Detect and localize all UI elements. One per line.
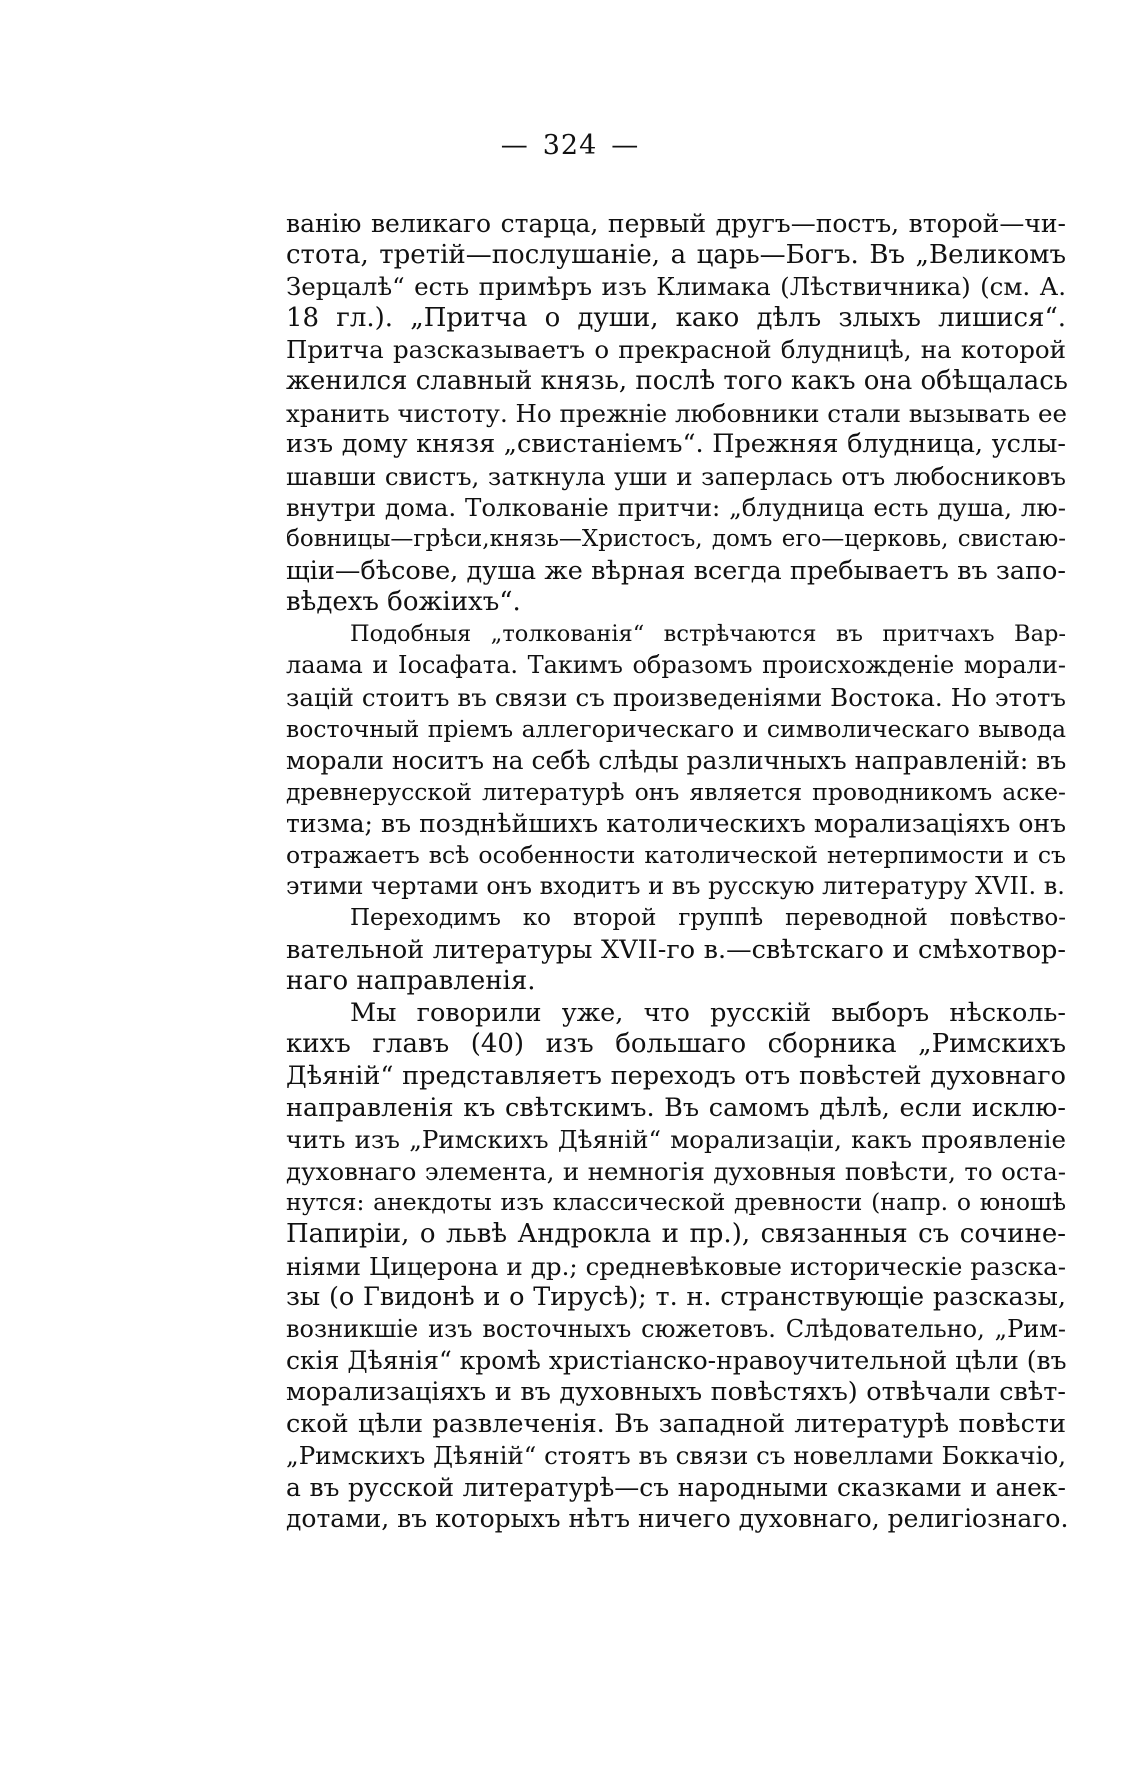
page-number-dash-left: — xyxy=(500,130,529,161)
text-line: Папиріи, о львѣ Андрокла и пр.), связанныя съ сочине- xyxy=(286,1219,1066,1249)
text-line: щіи—бѣсове, душа же вѣрная всегда пребываетъ въ запо- xyxy=(286,555,1066,586)
text-line: нутся: анекдоты изъ классической древности (напр. о юношѣ xyxy=(286,1188,1066,1217)
text-line: зы (о Гвидонѣ и о Тирусѣ); т. н. странствующіе разсказы, xyxy=(286,1282,1066,1313)
text-line: зацій стоитъ въ связи съ произведеніями Востока. Но этотъ xyxy=(286,682,1066,712)
text-line: женился славный князь, послѣ того какъ она обѣщалась xyxy=(286,365,1068,396)
text-line: чить изъ „Римскихъ Дѣяній“ морализаціи, какъ проявленіе xyxy=(286,1125,1066,1155)
text-line: этими чертами онъ входитъ и въ русскую литературу XVII. в. xyxy=(286,872,1065,901)
paragraph xyxy=(286,997,1069,1535)
text-line: направленія къ свѣтскимъ. Въ самомъ дѣлѣ, если исклю- xyxy=(286,1092,1066,1123)
text-line: древнерусской литературѣ онъ является проводникомъ аскe- xyxy=(286,777,1066,806)
text-line: ской цѣли развлеченія. Въ западной литературѣ повѣсти xyxy=(286,1408,1066,1439)
text-line: хранить чистоту. Но прежніе любовники стали вызывать ее xyxy=(286,398,1068,428)
text-line: Переходимъ ко второй группѣ переводной повѣство- xyxy=(350,905,1066,932)
text-line: тизма; въ позднѣйшихъ католическихъ морализаціяхъ онъ xyxy=(286,809,1066,839)
text-line: Зерцалѣ“ есть примѣръ изъ Климака (Лѣствичника) (см. А. xyxy=(286,272,1066,302)
text-line: восточный пріемъ аллегорическаго и символическаго вывода xyxy=(286,714,1066,743)
paragraph xyxy=(286,903,1066,998)
paragraph xyxy=(286,208,1066,619)
text-line: стота, третій—послушаніе, а царь—Богъ. Въ „Великомъ xyxy=(286,239,1066,270)
text-line: духовнаго элемента, и немногія духовныя повѣсти, то оста- xyxy=(286,1156,1066,1186)
text-line: бовницы—грѣси,князь—Христосъ, домъ его—церковь, свистаю- xyxy=(286,525,1066,552)
text-line: лаама и Іосафата. Такимъ образомъ происхожденіе морали- xyxy=(286,651,1066,680)
text-line: Подобныя „толкованія“ встрѣчаются въ притчахъ Вар- xyxy=(350,620,1066,647)
text-line: морали носитъ на себѣ слѣды различныхъ направленій: въ xyxy=(286,746,1067,776)
text-line: внутри дома. Толкованіе притчи: „блудница есть душа, лю- xyxy=(286,493,1066,523)
text-line: кихъ главъ (40) изъ большаго сборника „Римскихъ xyxy=(286,1029,1066,1060)
text-line: вательной литературы XVII-го в.—свѣтскаго и смѣхотвор- xyxy=(286,934,1066,965)
text-line: Притча разсказываетъ о прекрасной блудницѣ, на которой xyxy=(286,335,1066,365)
paragraph xyxy=(286,619,1066,903)
text-line: дотами, въ которыхъ нѣтъ ничего духовнаго, религіознаго. xyxy=(286,1504,1069,1534)
text-line: шавши свистъ, заткнула уши и заперлась отъ любосниковъ xyxy=(286,461,1066,491)
body-text xyxy=(286,208,1069,1535)
text-line: вѣдехъ божіихъ“. xyxy=(286,587,521,618)
text-line: „Римскихъ Дѣяній“ стоятъ въ связи съ новеллами Боккачіо, xyxy=(286,1441,1067,1471)
text-line: морализаціяхъ и въ духовныхъ повѣстяхъ) отвѣчали свѣт- xyxy=(286,1376,1066,1407)
page-number-value: 324 xyxy=(542,130,598,161)
text-line: Дѣяній“ представляетъ переходъ отъ повѣстей духовнаго xyxy=(286,1061,1066,1092)
text-line: наго направленія. xyxy=(286,966,536,997)
text-line: отражаетъ всѣ особенности католической нетерпимости и съ xyxy=(286,840,1066,869)
page-number-dash-right: — xyxy=(611,130,640,161)
page-number xyxy=(0,130,1140,161)
text-line: Мы говорили уже, что русскій выборъ нѣсколь- xyxy=(350,997,1066,1028)
text-line: скія Дѣянія“ кромѣ христіанско-нравоучительной цѣли (въ xyxy=(286,1346,1067,1376)
text-line: 18 гл.). „Притча о души, како дѣлъ злыхъ лишися“. xyxy=(286,302,1066,333)
text-line: ніями Цицерона и др.; средневѣковые историческіе разска- xyxy=(286,1251,1066,1281)
text-line: изъ дому князя „свистаніемъ“. Прежняя блудница, услы- xyxy=(286,429,1066,460)
text-line: а въ русской литературѣ—съ народными сказками и анек- xyxy=(286,1472,1066,1502)
text-line: ванію великаго старца, первый другъ—постъ, второй—чи- xyxy=(286,209,1066,238)
text-line: возникшіе изъ восточныхъ сюжетовъ. Слѣдовательно, „Рим- xyxy=(286,1314,1066,1343)
